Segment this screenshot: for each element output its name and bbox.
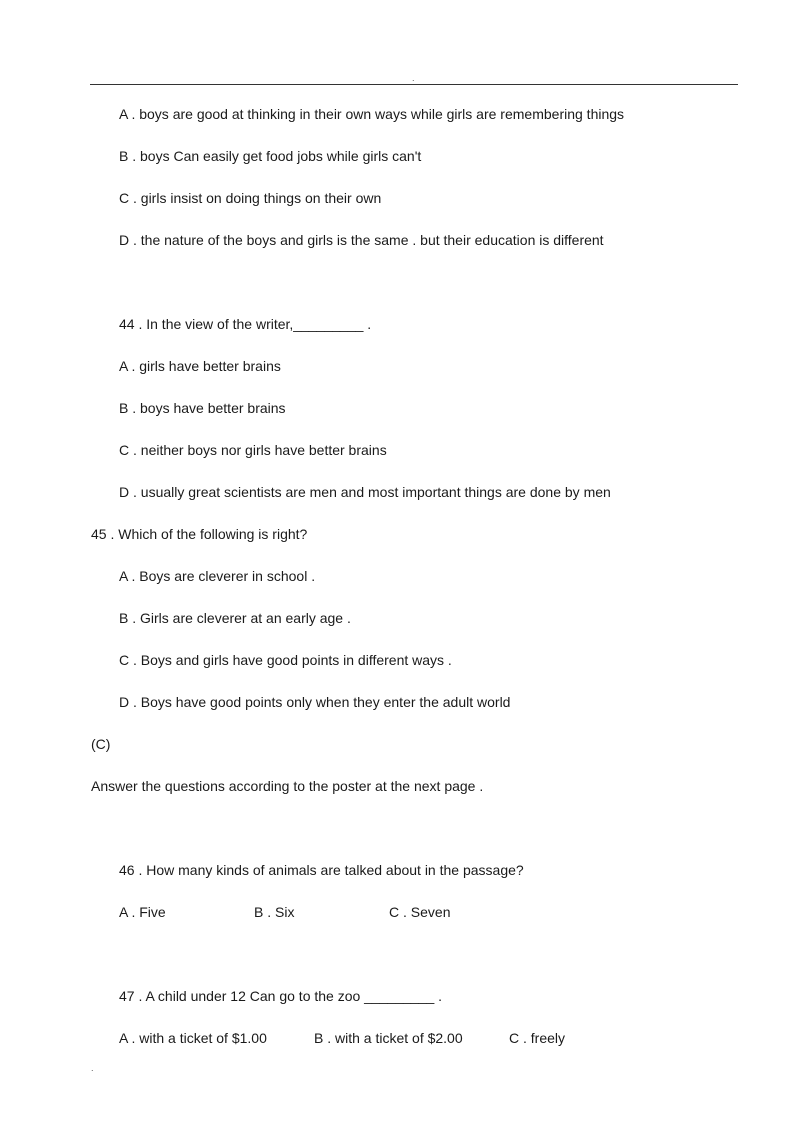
q45-option-c: C . Boys and girls have good points in different ways . xyxy=(119,652,452,668)
q45-option-b: B . Girls are cleverer at an early age . xyxy=(119,610,351,626)
page-header-mark: . xyxy=(412,73,415,83)
q44-option-d: D . usually great scientists are men and most important things are done by men xyxy=(119,484,611,500)
q45-option-a: A . Boys are cleverer in school . xyxy=(119,568,316,584)
q47-option-b: B . with a ticket of $2.00 xyxy=(314,1030,463,1046)
q46-option-b: B . Six xyxy=(254,904,295,920)
q47-stem: 47 . A child under 12 Can go to the zoo _________ . xyxy=(119,988,443,1004)
q43-option-c: C . girls insist on doing things on their own xyxy=(119,190,382,206)
q45-stem: 45 . Which of the following is right? xyxy=(91,526,308,542)
q44-stem: 44 . In the view of the writer,_________ . xyxy=(119,316,372,332)
q43-option-d: D . the nature of the boys and girls is the same . but their education is different xyxy=(119,232,604,248)
q44-option-c: C . neither boys nor girls have better brains xyxy=(119,442,387,458)
q46-option-c: C . Seven xyxy=(389,904,451,920)
q46-stem: 46 . How many kinds of animals are talked about in the passage? xyxy=(119,862,524,878)
q47-option-a: A . with a ticket of $1.00 xyxy=(119,1030,267,1046)
q44-option-a: A . girls have better brains xyxy=(119,358,281,374)
section-c-label: (C) xyxy=(91,736,111,752)
q47-option-c: C . freely xyxy=(509,1030,566,1046)
q43-option-b: B . boys Can easily get food jobs while girls can't xyxy=(119,148,422,164)
q44-option-b: B . boys have better brains xyxy=(119,400,286,416)
q43-option-a: A . boys are good at thinking in their own ways while girls are remembering things xyxy=(119,106,625,122)
q46-option-a: A . Five xyxy=(119,904,166,920)
section-c-instruction: Answer the questions according to the poster at the next page . xyxy=(91,778,484,794)
page-footer-mark: . xyxy=(91,1063,94,1073)
header-rule xyxy=(90,84,738,85)
q45-option-d: D . Boys have good points only when they enter the adult world xyxy=(119,694,511,710)
